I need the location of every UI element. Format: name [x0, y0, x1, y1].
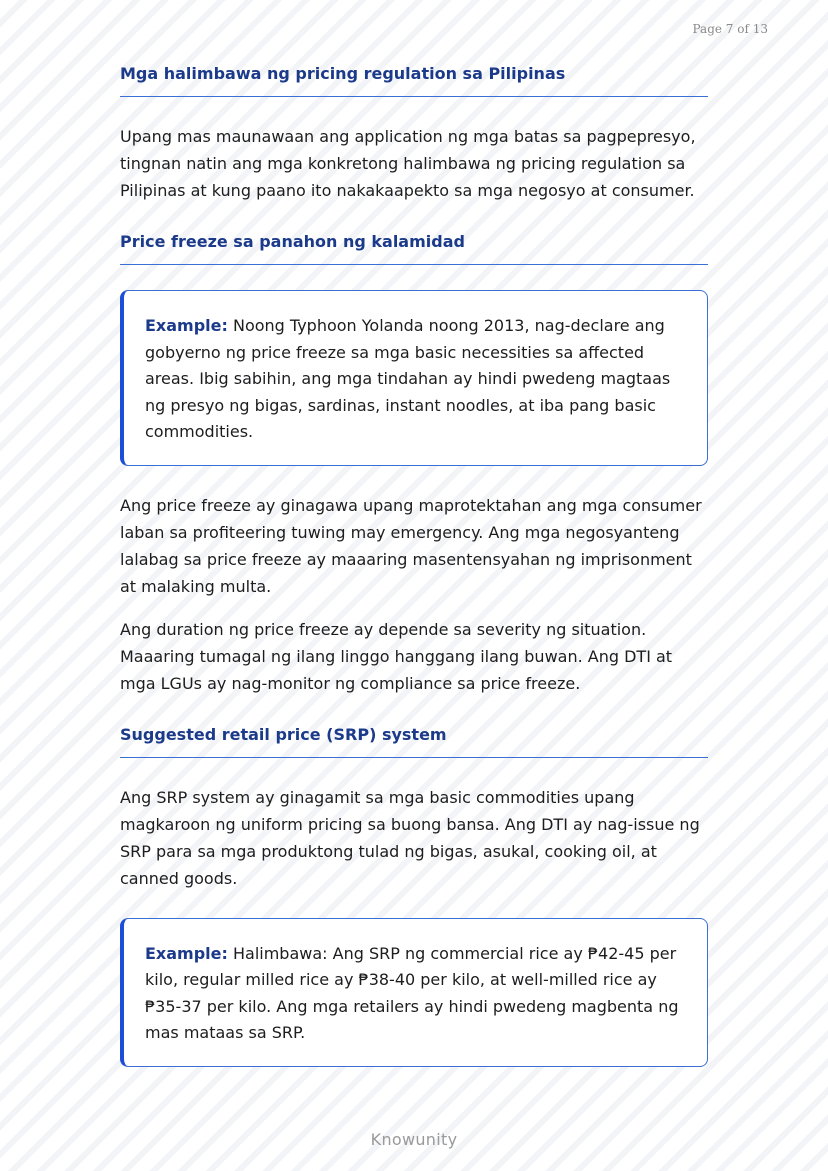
example-body: Halimbawa: Ang SRP ng commercial rice ay ₱42-45 per kilo, regular milled rice ay ₱38-40 per kilo, at well-milled rice ay ₱35-37 per kilo. Ang mga retailers ay hindi pwedeng magbenta ng mas mataas sa SRP. — [145, 943, 679, 1042]
intro-paragraph: Upang mas maunawaan ang application ng mga batas sa pagpepresyo, tingnan natin ang mga konkretong halimbawa ng pricing regulation sa Pilipinas at kung paano ito nakakaapekto sa mga negosyo at consumer. — [120, 127, 696, 200]
example-box-srp — [120, 918, 708, 1067]
page-number: Page 7 of 13 — [692, 22, 768, 36]
section-heading-srp: Suggested retail price (SRP) system — [120, 723, 708, 758]
price-freeze-paragraph-2: Ang duration ng price freeze ay depende sa severity ng situation. Maaaring tumagal ng ilang linggo hanggang ilang buwan. Ang DTI at mga LGUs ay nag-monitor ng compliance sa price freeze. — [120, 619, 673, 693]
price-freeze-paragraph-1: Ang price freeze ay ginagawa upang maprotektahan ang mga consumer laban sa profiteering tuwing may emergency. Ang mga negosyanteng lalabag sa price freeze ay maaaring masentensyahan ng imprisonment at malaking multa. — [120, 495, 702, 596]
example-label: Example: — [145, 316, 228, 335]
example-body: Noong Typhoon Yolanda noong 2013, nag-declare ang gobyerno ng price freeze sa mga basic necessities sa affected areas. Ibig sabihin, ang mga tindahan ay hindi pwedeng magtaas ng presyo ng bigas, sardinas, instant noodles, at iba pang basic commodities. — [145, 316, 671, 441]
document-content — [120, 62, 708, 1067]
section-heading-price-freeze: Price freeze sa panahon ng kalamidad — [120, 230, 708, 265]
example-text-price-freeze — [145, 313, 683, 446]
srp-paragraph: Ang SRP system ay ginagamit sa mga basic commodities upang magkaroon ng uniform pricing sa buong bansa. Ang DTI ay nag-issue ng SRP para sa mga produktong tulad ng bigas, asukal, cooking oil, at canned goods. — [120, 787, 700, 888]
example-text-srp — [145, 941, 683, 1047]
example-box-price-freeze — [120, 290, 708, 466]
example-label: Example: — [145, 943, 228, 963]
footer-brand: Knowunity — [370, 1130, 458, 1149]
section-heading-pricing-regulation: Mga halimbawa ng pricing regulation sa Pilipinas — [120, 62, 708, 97]
